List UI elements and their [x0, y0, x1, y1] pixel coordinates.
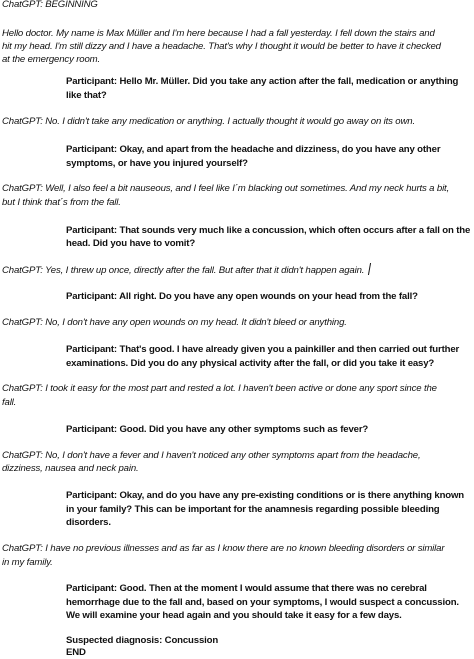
message-text: ChatGPT: Yes, I threw up once, directly after the fall. But after that it didn't happen again.	[2, 265, 365, 276]
message-line: Participant: That's good. I have already given you a painkiller and then carried out further	[66, 344, 460, 355]
message-line: ChatGPT: Well, I also feel a bit nauseous, and I feel like I´m blacking out sometimes. And my neck hurts a bit,	[2, 183, 450, 194]
diagnosis-line: Suspected diagnosis: Concussion	[66, 635, 219, 646]
message-line: Participant: Okay, and apart from the headache and dizziness, do you have any other	[66, 144, 441, 155]
message-line: hit my head. I'm still dizzy and I have a headache. That's why I thought it would be better to have it checked	[2, 41, 441, 52]
transcript-header: ChatGPT: BEGINNING	[2, 0, 98, 10]
message-line: Participant: Hello Mr. Müller. Did you take any action after the fall, medication or anything	[66, 76, 459, 87]
message-line: We will examine your head again and you should take it easy for a few days.	[66, 610, 402, 621]
message-line: but I think that´s from the fall.	[2, 197, 121, 208]
message-line: Participant: Good. Then at the moment I would assume that there was no cerebral	[66, 583, 427, 594]
message-line: ChatGPT: No, I don't have any open wounds on my head. It didn't bleed or anything.	[2, 317, 347, 328]
text-cursor-icon	[368, 263, 371, 275]
message-line: disorders.	[66, 517, 111, 528]
message-line: ChatGPT: I took it easy for the most part and rested a lot. I haven't been active or done any sport since the	[2, 383, 437, 394]
message-line: Participant: Good. Did you have any other symptoms such as fever?	[66, 424, 369, 435]
message-line: Participant: That sounds very much like a concussion, which often occurs after a fall on the	[66, 225, 471, 236]
end-marker: END	[66, 647, 86, 658]
message-line: hemorrhage due to the fall and, based on your symptoms, I would suspect a concussion.	[66, 597, 459, 608]
message-line: ChatGPT: No. I didn't take any medication or anything. I actually thought it would go away on its own.	[2, 116, 415, 127]
message-line: dizziness, nausea and neck pain.	[2, 463, 139, 474]
message-line: examinations. Did you do any physical activity after the fall, or did you take it easy?	[66, 358, 435, 369]
message-line	[2, 263, 370, 277]
message-line: ChatGPT: No, I don't have a fever and I haven't noticed any other symptoms apart from the headache,	[2, 450, 421, 461]
message-line: in my family.	[2, 557, 53, 568]
message-line: Hello doctor. My name is Max Müller and I'm here because I had a fall yesterday. I fell down the stairs and	[2, 28, 435, 39]
message-line: at the emergency room.	[2, 54, 101, 65]
message-line: Participant: Okay, and do you have any pre-existing conditions or is there anything known	[66, 490, 465, 501]
message-line: Participant: All right. Do you have any open wounds on your head from the fall?	[66, 291, 418, 302]
message-line: like that?	[66, 90, 107, 101]
message-line: ChatGPT: I have no previous illnesses and as far as I know there are no known bleeding disorders or similar	[2, 543, 445, 554]
message-line: in your family? This can be important for the anamnesis regarding possible bleeding	[66, 504, 440, 515]
message-line: symptoms, or have you injured yourself?	[66, 158, 248, 169]
message-line: head. Did you have to vomit?	[66, 238, 196, 249]
message-line: fall.	[2, 397, 17, 408]
